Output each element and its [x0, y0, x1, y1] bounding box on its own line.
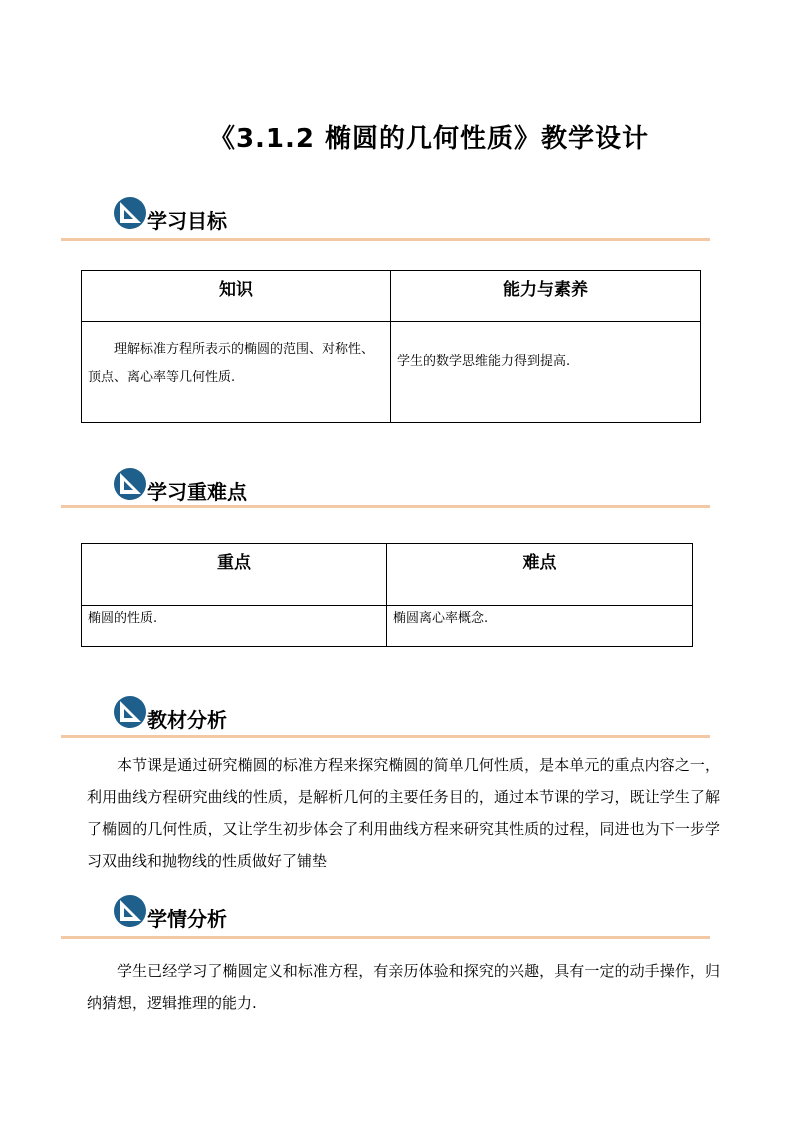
keypoints-table: [81, 543, 693, 647]
table-header: 难点: [387, 544, 693, 606]
section-title: 学习重难点: [147, 480, 247, 504]
set-square-icon: [113, 695, 147, 729]
set-square-icon: [113, 467, 147, 501]
table-header: 能力与素养: [391, 271, 701, 322]
objectives-table: [81, 270, 701, 423]
cell-text: 学生的数学思维能力得到提高.: [397, 354, 571, 369]
textbook-analysis-paragraph: 本节课是通过研究椭圆的标准方程来探究椭圆的简单几何性质，是本单元的重点内容之一，利用曲线方程研究曲线的性质，是解析几何的主要任务目的，通过本节课的学习，既让学生了解了椭圆的几何性质，又让学生初步体会了利用曲线方程来研究其性质的过程，同进也为下一步学习双曲线和抛物线的性质做好了铺垫: [87, 756, 720, 870]
student-analysis-paragraph: 学生已经学习了椭圆定义和标准方程，有亲历体验和探究的兴趣，具有一定的动手操作，归纳猜想，逻辑推理的能力.: [87, 962, 720, 1012]
table-header: 知识: [82, 271, 391, 322]
cell-text: 椭圆的性质.: [88, 611, 158, 626]
section-title: 教材分析: [147, 708, 227, 732]
table-cell: [391, 322, 701, 423]
section-title: 学情分析: [147, 907, 227, 931]
document-title: 《3.1.2 椭圆的几何性质》教学设计: [208, 124, 650, 154]
section-divider: [61, 238, 710, 241]
section-divider: [61, 936, 710, 939]
cell-text: 椭圆离心率概念.: [393, 611, 489, 626]
section-divider: [61, 505, 710, 508]
table-cell: [82, 606, 387, 647]
section-divider: [61, 735, 710, 738]
set-square-icon: [113, 894, 147, 928]
table-cell: [82, 322, 391, 423]
set-square-icon: [113, 196, 147, 230]
cell-text: 理解标准方程所表示的椭圆的范围、对称性、顶点、离心率等几何性质.: [88, 342, 375, 385]
table-header: 重点: [82, 544, 387, 606]
section-title: 学习目标: [147, 209, 227, 233]
table-cell: [387, 606, 693, 647]
